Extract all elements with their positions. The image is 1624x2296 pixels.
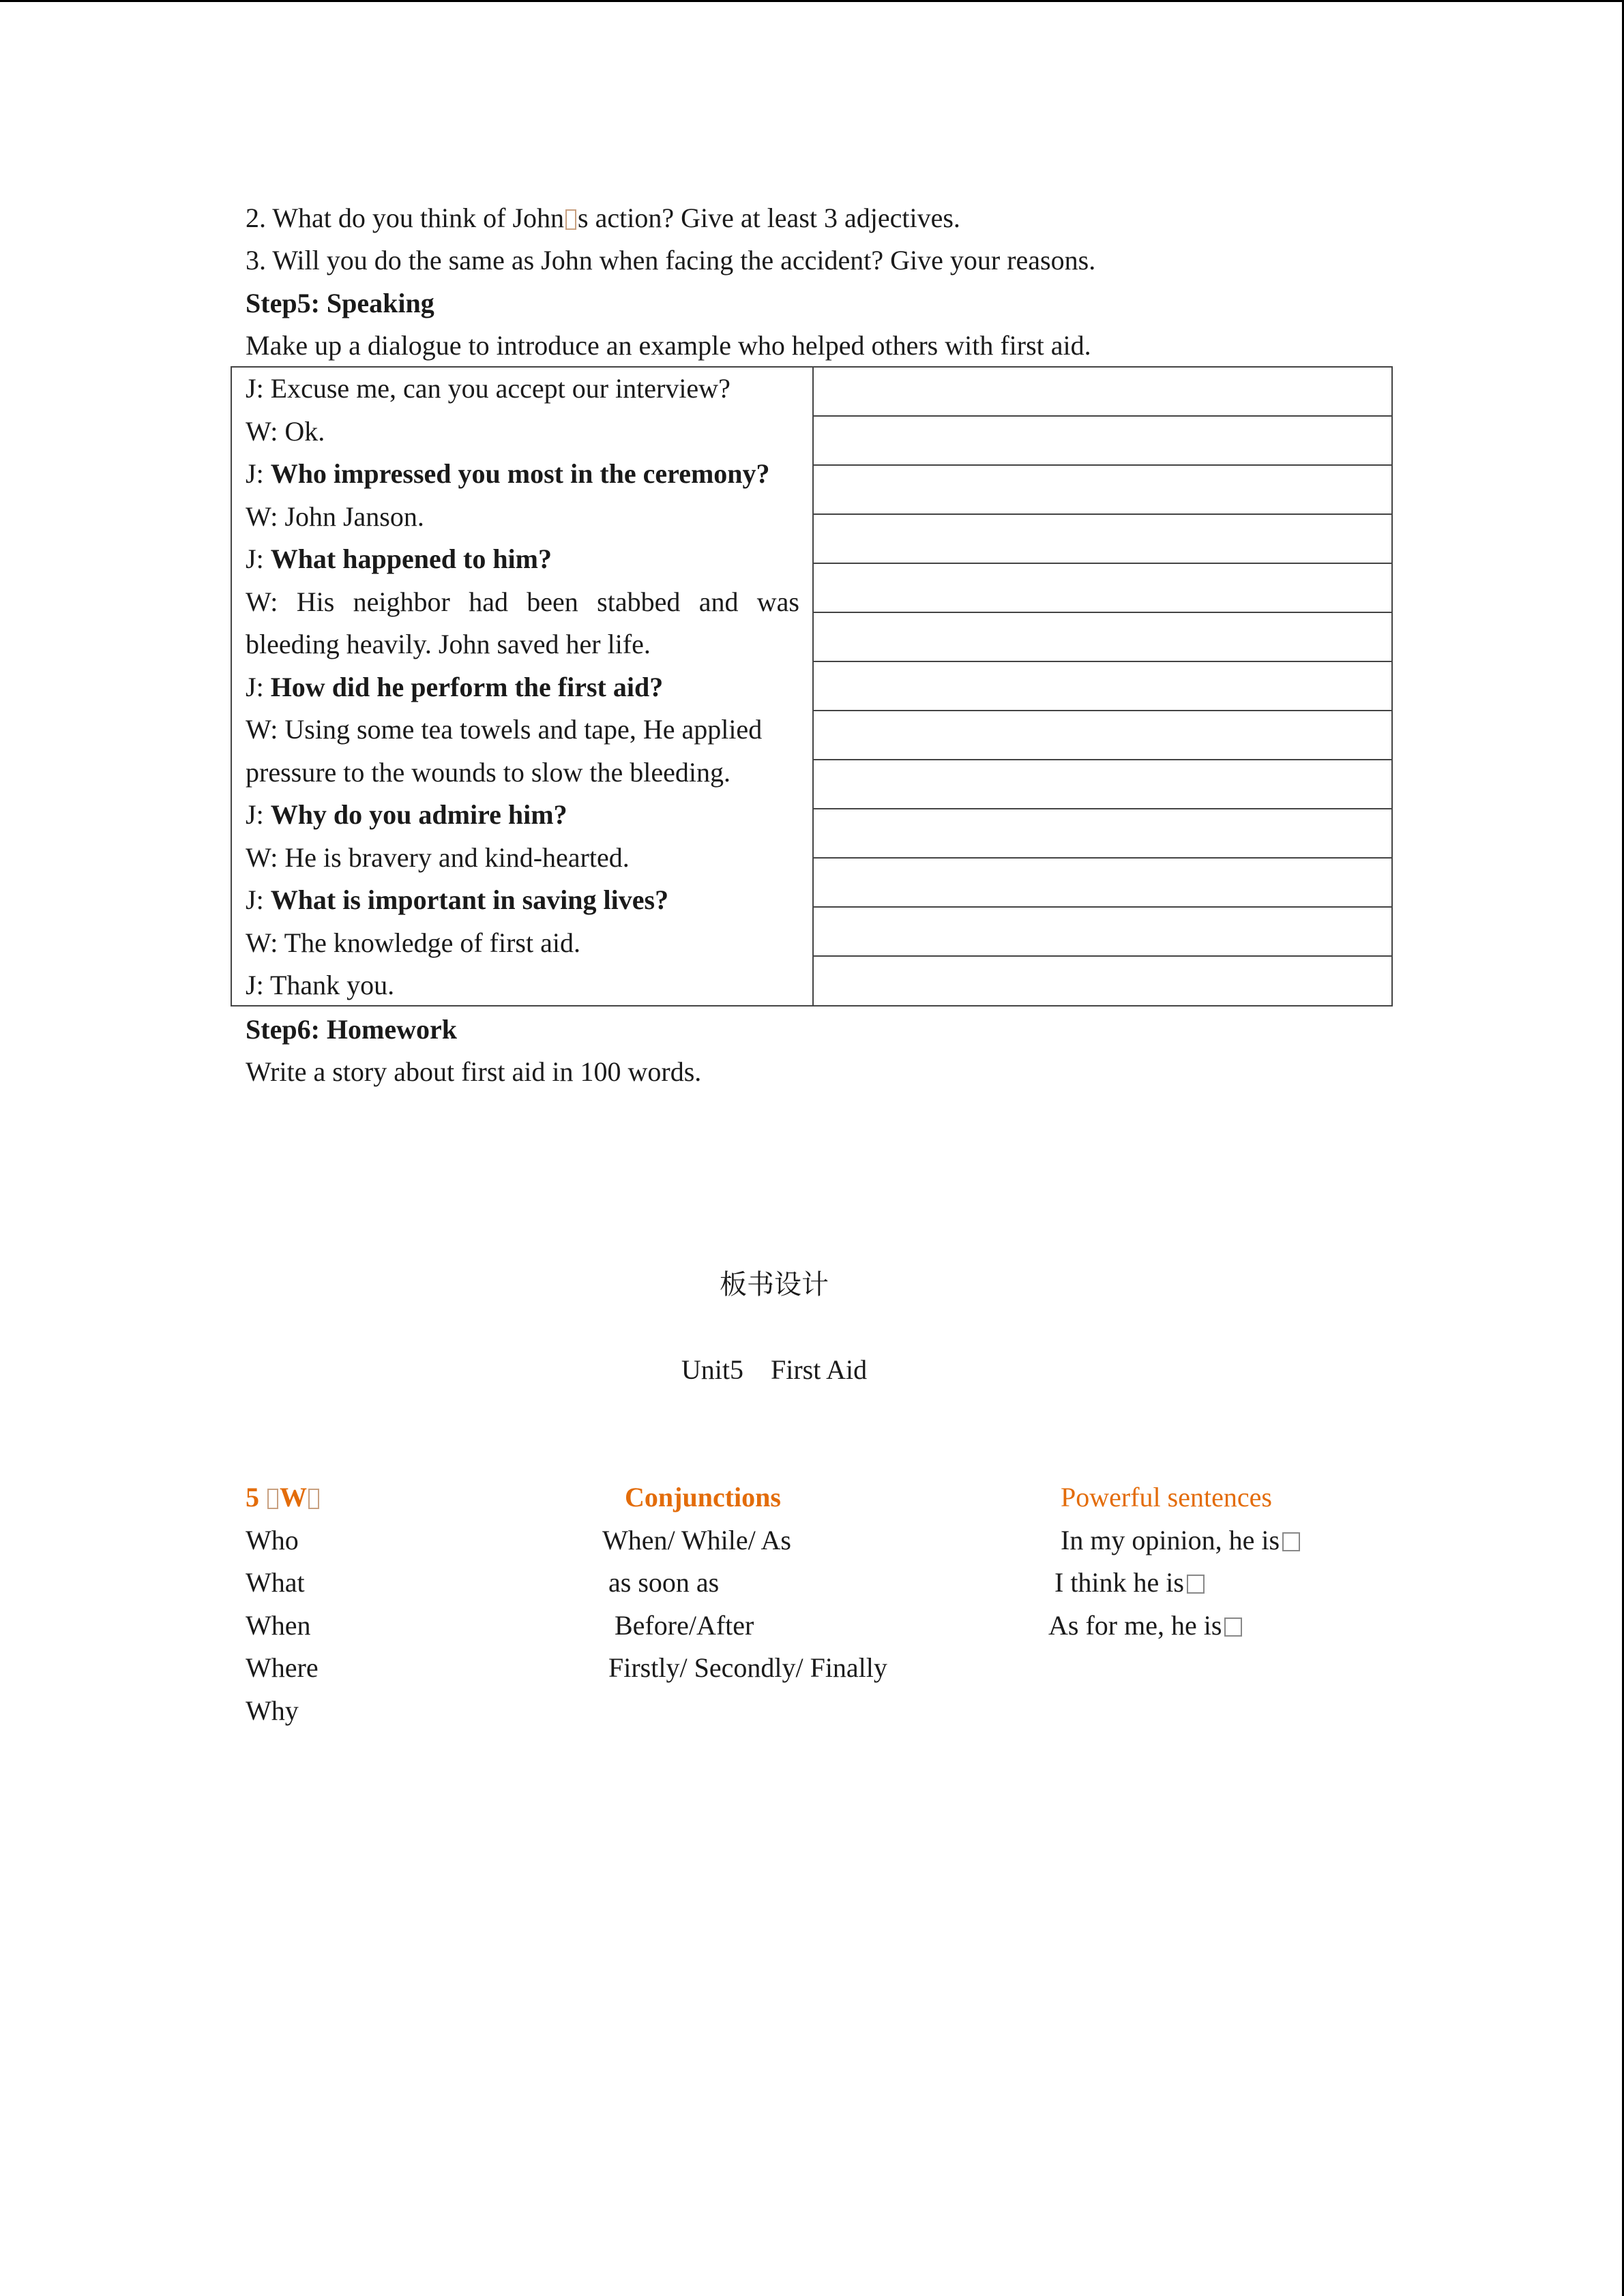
question-2: 2. What do you think of John s action? Give at least 3 adjectives. [246, 203, 960, 233]
dialogue-line: W: Using some tea towels and tape, He applied [246, 714, 763, 745]
answer-line [814, 563, 1391, 564]
dialogue-line: bleeding heavily. John saved her life. [246, 629, 651, 659]
dialogue-line: W: Ok. [246, 415, 325, 447]
powerful-sentences-heading: Powerful sentences [1061, 1482, 1272, 1512]
answer-line [814, 759, 1391, 760]
table-column-divider [812, 368, 814, 1005]
dialogue-line: J: How did he perform the first aid? [246, 671, 664, 702]
answer-line [814, 661, 1391, 662]
powerful-sentence-item: I think he is [1054, 1562, 1205, 1605]
dialogue-text [246, 368, 799, 1007]
missing-glyph-box [565, 209, 576, 230]
dialogue-line: J: Who impressed you most in the ceremony? [246, 458, 770, 489]
dialogue-line: W: The knowledge of first aid. [246, 927, 580, 958]
w-item: Where [246, 1652, 319, 1683]
powerful-sentence-item: In my opinion, he is [1061, 1519, 1300, 1562]
step5-heading: Step5: Speaking [246, 288, 434, 318]
five-w-heading: 5 W [246, 1476, 321, 1519]
dialogue-line: W: His neighbor had been stabbed and was [246, 586, 799, 617]
answer-line [814, 857, 1391, 859]
w-item: When [246, 1610, 311, 1641]
dialogue-line: J: What happened to him? [246, 543, 552, 574]
answer-line [814, 415, 1391, 417]
dialogue-line: J: What is important in saving lives? [246, 884, 669, 915]
conjunction-item: Firstly/ Secondly/ Finally [608, 1652, 887, 1683]
answer-line [814, 808, 1391, 809]
powerful-sentence-item: As for me, he is [1048, 1605, 1242, 1648]
missing-glyph-box [308, 1489, 319, 1509]
w-item: Why [246, 1695, 299, 1726]
conjunction-item: as soon as [608, 1567, 720, 1598]
blank-box [1187, 1575, 1205, 1594]
blank-box [1282, 1532, 1300, 1551]
step6-heading: Step6: Homework [246, 1014, 457, 1045]
blank-box [1224, 1617, 1242, 1637]
dialogue-line: J: Thank you. [246, 970, 395, 1000]
dialogue-line: J: Why do you admire him? [246, 799, 567, 830]
conjunction-item: Before/After [615, 1610, 754, 1641]
dialogue-line: pressure to the wounds to slow the bleeding. [246, 756, 730, 788]
w-item: What [246, 1567, 305, 1598]
answer-line [814, 612, 1391, 613]
answer-line [814, 955, 1391, 957]
answer-line [814, 710, 1391, 711]
w-item: Who [246, 1525, 299, 1555]
answer-line [814, 464, 1391, 466]
missing-glyph-box [267, 1489, 278, 1509]
board-unit-title: Unit5 First Aid [681, 1354, 868, 1385]
dialogue-line: W: John Janson. [246, 501, 424, 532]
step5-instruction: Make up a dialogue to introduce an example who helped others with first aid. [246, 330, 1091, 361]
dialogue-table [231, 366, 1393, 1007]
answer-line [814, 513, 1391, 515]
question-3: 3. Will you do the same as John when facing the accident? Give your reasons. [246, 245, 1096, 275]
conjunction-item: When/ While/ As [602, 1525, 791, 1555]
answer-line [814, 906, 1391, 908]
page-top-border [0, 0, 1624, 2]
step6-instruction: Write a story about first aid in 100 words. [246, 1056, 702, 1087]
dialogue-line: J: Excuse me, can you accept our interview? [246, 373, 730, 404]
board-design-title: 板书设计 [720, 1269, 829, 1300]
conjunctions-heading: Conjunctions [625, 1482, 781, 1512]
dialogue-line: W: He is bravery and kind-hearted. [246, 841, 630, 873]
